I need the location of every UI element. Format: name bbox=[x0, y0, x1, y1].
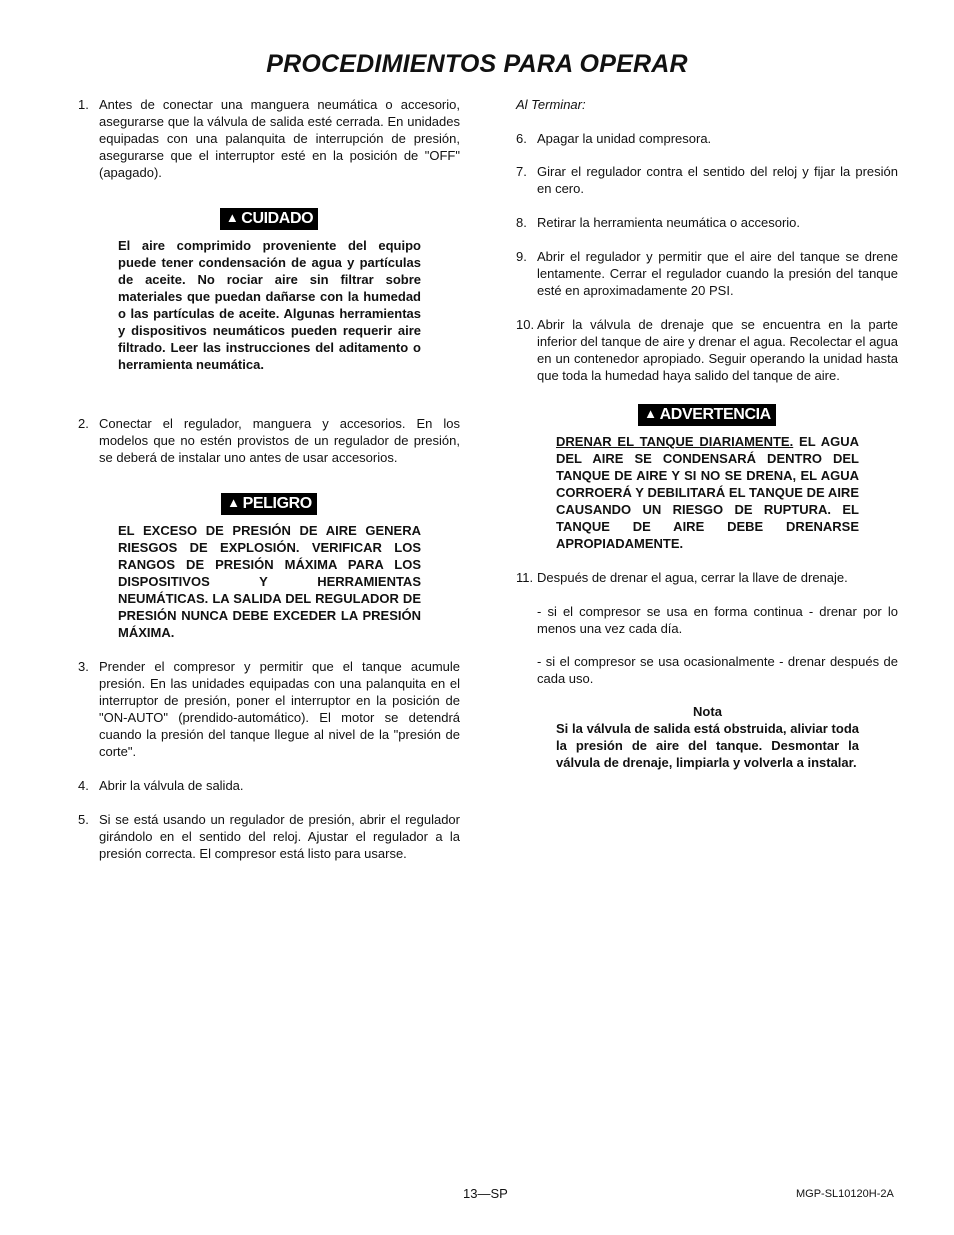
left-column bbox=[78, 96, 460, 862]
cuidado-label: ▲ CUIDADO bbox=[220, 208, 318, 230]
advertencia-text: DRENAR EL TANQUE DIARIAMENTE. EL AGUA DEL AIRE SE CONDENSARÁ DENTRO DEL TANQUE DE AIRE Y SI NO SE DRENA, EL AGUA CORROERÁ Y DEBILITARÁ EL TANQUE DE AIRE CAUSANDO UN RIESGO DE RUPTURA. EL TANQUE DE AIRE DEBE DRENARSE APROPIADAMENTE. bbox=[556, 434, 859, 551]
warning-triangle-icon: ▲ bbox=[225, 210, 239, 225]
step-5: 5. Si se está usando un regulador de presión, abrir el regulador girándolo en el sentido del reloj. Ajustar el regulador a la presión correcta. El compresor está listo para usarse. bbox=[78, 812, 460, 861]
peligro-label: ▲ PELIGRO bbox=[221, 493, 317, 515]
step-9: 9. Abrir el regulador y permitir que el aire del tanque se drene lentamente. Cerrar el regulador cuando la presión del tanque esté en aproximadamente 20 PSI. bbox=[516, 249, 898, 298]
step-text: Antes de conectar una manguera neumática o accesorio, asegurarse que la válvula de salida esté cerrada. En unidades equipadas con una palanquita de interrupción de presión, asegurarse que el interruptor esté en la posición de "OFF" (apagado). bbox=[99, 97, 460, 180]
advertencia-label: ▲ ADVERTENCIA bbox=[638, 404, 776, 426]
step-6: 6. Apagar la unidad compresora. bbox=[516, 131, 712, 146]
step-4: 4. Abrir la válvula de salida. bbox=[78, 778, 244, 793]
section-heading: Al Terminar: bbox=[516, 97, 586, 112]
step-7: 7. Girar el regulador contra el sentido del reloj y fijar la presión en cero. bbox=[516, 164, 898, 196]
step-11: 11. Después de drenar el agua, cerrar la llave de drenaje. bbox=[516, 570, 848, 585]
warning-triangle-icon: ▲ bbox=[644, 406, 657, 421]
document-code: MGP-SL10120H-2A bbox=[796, 1188, 894, 1200]
step-number: 1. bbox=[78, 97, 89, 112]
advertencia-box bbox=[516, 404, 898, 426]
page-number: 13—SP bbox=[463, 1186, 508, 1201]
nota-heading: Nota bbox=[693, 704, 722, 719]
cuidado-text: El aire comprimido proveniente del equipo puede tener condensación de agua y partículas de aceite. No rociar aire sin filtrar sobre materiales que puedan dañarse con la humedad o las partículas de aceite. Algunas herramientas y dispositivos neumáticos pueden requerir aire filtrado. Leer las instrucciones del aditamento o herramienta neumática. bbox=[118, 238, 421, 372]
page-title: PROCEDIMIENTOS PARA OPERAR bbox=[266, 50, 688, 78]
peligro-box bbox=[78, 493, 460, 515]
warning-triangle-icon: ▲ bbox=[227, 495, 240, 510]
step-8: 8. Retirar la herramienta neumática o accesorio. bbox=[516, 215, 801, 230]
nota-text: Si la válvula de salida está obstruida, aliviar toda la presión de aire del tanque. Desmontar la válvula de drenaje, limpiarla y volverla a instalar. bbox=[556, 721, 859, 770]
peligro-text: EL EXCESO DE PRESIÓN DE AIRE GENERA RIESGOS DE EXPLOSIÓN. VERIFICAR LOS RANGOS DE PRESIÓN MÁXIMA PARA LOS DISPOSITIVOS Y HERRAMIENTAS NEUMÁTICAS. LA SALIDA DEL REGULADOR DE PRESIÓN NUNCA DEBE EXCEDER LA PRESIÓN MÁXIMA. bbox=[118, 523, 421, 640]
step-3: 3. Prender el compresor y permitir que el tanque acumule presión. En las unidades equipadas con una palanquita en el interruptor de presión, poner el interruptor en la posición de "ON-AUTO" (prendido-automático). El motor se detendrá cuando la presión del tanque llegue al nivel de la "presión de corte". bbox=[78, 659, 460, 759]
drain-note-occasional: - si el compresor se usa ocasionalmente - drenar después de cada uso. bbox=[537, 654, 898, 686]
cuidado-box bbox=[78, 208, 460, 230]
right-column bbox=[516, 96, 898, 771]
step-10: 10. Abrir la válvula de drenaje que se encuentra en la parte inferior del tanque de aire y drenar el agua. Recolectar el agua en un contenedor apropiado. Seguir operando la unidad hasta que toda la humedad haya salido del tanque de aire. bbox=[516, 317, 898, 383]
drain-note-continuous: - si el compresor se usa en forma continua - drenar por lo menos una vez cada día. bbox=[537, 604, 898, 636]
step-1 bbox=[78, 96, 460, 181]
step-2: 2. Conectar el regulador, manguera y accesorios. En los modelos que no estén provistos de un regulador de presión, se deberá de instalar uno antes de usar accesorios. bbox=[78, 416, 460, 465]
